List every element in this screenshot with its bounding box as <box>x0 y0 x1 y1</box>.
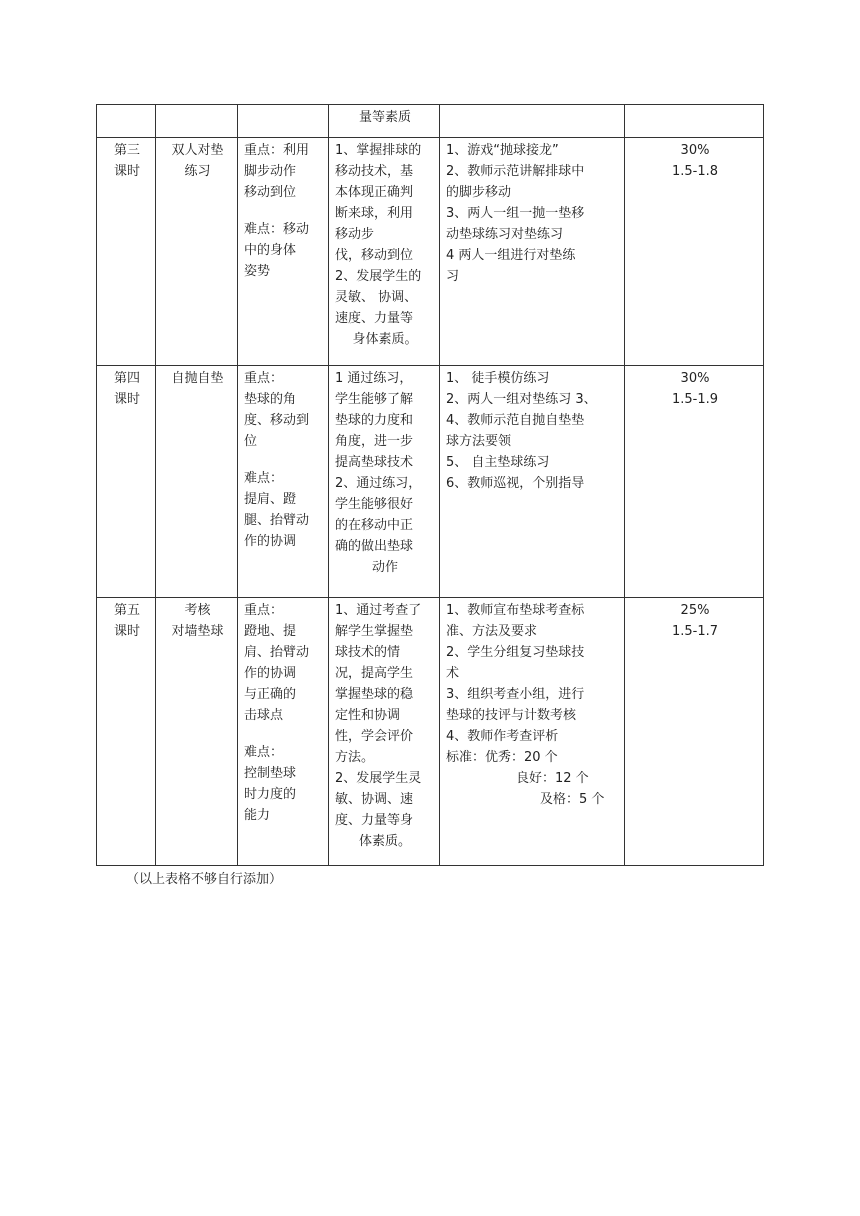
goal-line: 2、通过练习， <box>335 476 422 491</box>
goal-line: 方法。 <box>335 750 375 765</box>
method-line: 4、教师作考查评析 <box>446 729 559 744</box>
lesson-label: 课时 <box>113 392 140 407</box>
table-row <box>97 598 764 866</box>
focus-line: 脚步动作 <box>244 164 297 179</box>
cell-empty <box>156 105 238 138</box>
difficulty-line: 腿、抬臂动 <box>244 513 310 528</box>
cell-methods <box>440 366 625 598</box>
difficulty-line: 能力 <box>244 808 271 823</box>
cell-goal-tail <box>329 105 440 138</box>
cell-ratio <box>625 366 764 598</box>
goal-line: 提高垫球技术 <box>335 455 414 470</box>
cell-focus <box>238 366 329 598</box>
spacer <box>244 452 324 468</box>
ratio-line: 30% <box>680 371 710 386</box>
goal-line: 移动技术，基 <box>335 164 414 179</box>
goal-line: 断来球，利用 <box>335 206 414 221</box>
goal-line: 的在移动中正 <box>335 518 414 533</box>
cell-content-name <box>156 598 238 866</box>
goal-line: 球技术的情 <box>335 645 401 660</box>
method-line: 1、游戏“抛球接龙” <box>446 143 559 158</box>
difficulty-line: 中的身体 <box>244 243 297 258</box>
lesson-label: 第五 <box>113 603 140 618</box>
lesson-label: 第三 <box>113 143 140 158</box>
goal-line: 本体现正确判 <box>335 185 414 200</box>
cell-goals <box>329 598 440 866</box>
cell-empty <box>625 105 764 138</box>
focus-line: 度、移动到 <box>244 413 310 428</box>
difficulty-line: 难点：移动 <box>244 222 310 237</box>
goal-line: 移动步 <box>335 227 375 242</box>
cell-content-name <box>156 138 238 366</box>
method-line: 良好：12 个 <box>516 771 589 786</box>
cell-lesson <box>97 598 156 866</box>
goal-line: 1、通过考查了 <box>335 603 422 618</box>
cell-lesson <box>97 366 156 598</box>
difficulty-line: 控制垫球 <box>244 766 297 781</box>
focus-line: 蹬地、提 <box>244 624 297 639</box>
method-line: 垫球的技评与计数考核 <box>446 708 577 723</box>
cell-empty <box>238 105 329 138</box>
goal-line: 学生能够很好 <box>335 497 414 512</box>
goal-line: 敏、协调、速 <box>335 792 414 807</box>
cell-goals <box>329 366 440 598</box>
focus-line: 作的协调 <box>244 666 297 681</box>
cell-goals <box>329 138 440 366</box>
method-line: 的脚步移动 <box>446 185 512 200</box>
goal-line: 性，学会评价 <box>335 729 414 744</box>
cell-empty <box>97 105 156 138</box>
goal-line: 掌握垫球的稳 <box>335 687 414 702</box>
content-name: 练习 <box>184 164 211 179</box>
cell-methods <box>440 138 625 366</box>
difficulty-line: 难点： <box>244 745 284 760</box>
goal-line: 体素质。 <box>358 834 411 849</box>
goal-line: 度、力量等身 <box>335 813 414 828</box>
method-line: 1、教师宣布垫球考查标 <box>446 603 585 618</box>
ratio-line: 1.5-1.7 <box>671 624 719 639</box>
method-line: 2、教师示范讲解排球中 <box>446 164 585 179</box>
goal-line: 垫球的力度和 <box>335 413 414 428</box>
cell-content-name <box>156 366 238 598</box>
cell-ratio <box>625 138 764 366</box>
goal-line: 2、发展学生的 <box>335 269 422 284</box>
method-line: 术 <box>446 666 460 681</box>
lesson-plan-table <box>96 104 764 866</box>
goal-line: 速度、力量等 <box>335 311 414 326</box>
focus-line: 垫球的角 <box>244 392 297 407</box>
focus-line: 与正确的 <box>244 687 297 702</box>
cell-focus <box>238 138 329 366</box>
method-line: 2、学生分组复习垫球技 <box>446 645 585 660</box>
method-line: 4 两人一组进行对垫练 <box>446 248 576 263</box>
focus-line: 位 <box>244 434 258 449</box>
table-row-top <box>97 105 764 138</box>
spacer <box>244 203 324 219</box>
difficulty-line: 姿势 <box>244 264 271 279</box>
goal-line: 1 通过练习， <box>335 371 413 386</box>
goal-line: 伐，移动到位 <box>335 248 414 263</box>
goal-line: 动作 <box>371 560 398 575</box>
method-line: 动垫球练习对垫练习 <box>446 227 564 242</box>
focus-line: 重点： <box>244 603 284 618</box>
cell-methods <box>440 598 625 866</box>
ratio-line: 1.5-1.9 <box>671 392 719 407</box>
method-line: 标准：优秀：20 个 <box>446 750 558 765</box>
goal-line: 学生能够了解 <box>335 392 414 407</box>
ratio-line: 1.5-1.8 <box>671 164 719 179</box>
lesson-label: 课时 <box>113 164 140 179</box>
goal-tail-text: 量等素质 <box>358 110 411 125</box>
goal-line: 2、发展学生灵 <box>335 771 422 786</box>
lesson-label: 第四 <box>113 371 140 386</box>
spacer <box>244 726 324 742</box>
table-row <box>97 366 764 598</box>
goal-line: 身体素质。 <box>352 332 418 347</box>
ratio-line: 30% <box>680 143 710 158</box>
method-line: 准、方法及要求 <box>446 624 538 639</box>
method-line: 1、 徒手模仿练习 <box>446 371 550 386</box>
difficulty-line: 提肩、蹬 <box>244 492 297 507</box>
ratio-line: 25% <box>680 603 710 618</box>
method-line: 球方法要领 <box>446 434 512 449</box>
method-line: 3、两人一组一抛一垫移 <box>446 206 585 221</box>
lesson-label: 课时 <box>113 624 140 639</box>
cell-lesson <box>97 138 156 366</box>
goal-line: 确的做出垫球 <box>335 539 414 554</box>
method-line: 2、两人一组对垫练习 3、 <box>446 392 597 407</box>
focus-line: 肩、抬臂动 <box>244 645 310 660</box>
method-line: 6、教师巡视，个别指导 <box>446 476 585 491</box>
focus-line: 重点： <box>244 371 284 386</box>
method-line: 习 <box>446 269 460 284</box>
method-line: 及格：5 个 <box>540 792 605 807</box>
content-name: 双人对垫 <box>171 143 224 158</box>
cell-ratio <box>625 598 764 866</box>
focus-line: 移动到位 <box>244 185 297 200</box>
focus-line: 重点：利用 <box>244 143 310 158</box>
difficulty-line: 作的协调 <box>244 534 297 549</box>
cell-empty <box>440 105 625 138</box>
difficulty-line: 难点： <box>244 471 284 486</box>
method-line: 4、教师示范自抛自垫垫 <box>446 413 585 428</box>
difficulty-line: 时力度的 <box>244 787 297 802</box>
goal-line: 定性和协调 <box>335 708 401 723</box>
cell-focus <box>238 598 329 866</box>
goal-line: 况，提高学生 <box>335 666 414 681</box>
goal-line: 解学生掌握垫 <box>335 624 414 639</box>
goal-line: 1、掌握排球的 <box>335 143 422 158</box>
goal-line: 角度，进一步 <box>335 434 414 449</box>
table-note: （以上表格不够自行添加） <box>126 872 283 887</box>
content-name: 考核 <box>184 603 211 618</box>
method-line: 5、 自主垫球练习 <box>446 455 550 470</box>
table-row <box>97 138 764 366</box>
focus-line: 击球点 <box>244 708 284 723</box>
goal-line: 灵敏、 协调、 <box>335 290 418 305</box>
content-name: 自抛自垫 <box>171 371 224 386</box>
method-line: 3、组织考查小组，进行 <box>446 687 585 702</box>
content-name: 对墙垫球 <box>171 624 224 639</box>
